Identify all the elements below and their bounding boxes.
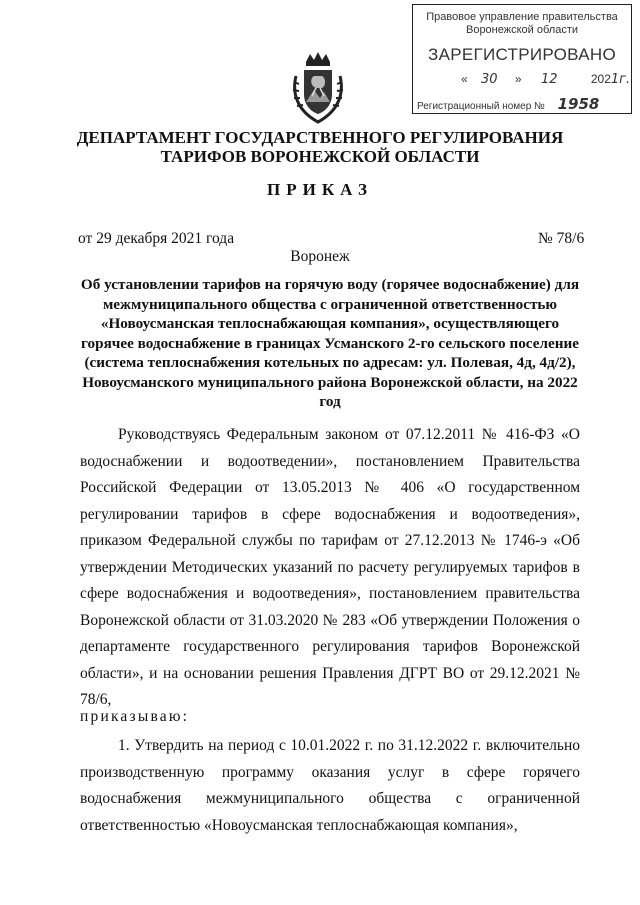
clause-1-paragraph: 1. Утвердить на период с 10.01.2022 г. по 31.12.2022 г. включительно производственную программу оказания услуг в сфере горячего водоснабжения межмуниципального общества с ограниченной ответственностью «Новоусманская теплоснабжающая компания»,	[80, 737, 580, 834]
department-name-line2: ТАРИФОВ ВОРОНЕЖСКОЙ ОБЛАСТИ	[160, 147, 480, 166]
stamp-org-line2: Воронежской области	[465, 24, 578, 36]
stamp-date	[461, 72, 630, 87]
department-name-line1: ДЕПАРТАМЕНТ ГОСУДАРСТВЕННОГО РЕГУЛИРОВАНИЯ	[76, 128, 564, 147]
order-subject: Об установлении тарифов на горячую воду (горячее водоснабжение) для межмуниципального общества с ограниченной ответственностью «Новоусманская теплоснабжающая компания», осуществляющего горячее водоснабжение в границах Усманского 2-го сельского поселение (система теплоснабжения котельных по адресам: ул. Полевая, 4д, 4д/2), Новоусманского муниципального района Воронежской области, на 2022 год	[80, 276, 580, 410]
department-name	[0, 128, 640, 166]
stamp-date-year: 202	[590, 72, 611, 86]
stamp-reg-number	[417, 95, 599, 113]
order-date: от 29 декабря 2021 года	[78, 230, 235, 247]
order-title: ПРИКАЗ	[267, 180, 373, 199]
stamp-org	[413, 11, 631, 37]
stamp-date-open: «	[461, 72, 468, 86]
registration-stamp	[412, 4, 632, 114]
stamp-date-year-hand: 1г.	[610, 72, 631, 87]
stamp-date-day: 30	[481, 72, 498, 87]
stamp-date-close: »	[514, 72, 522, 86]
preamble-paragraph: Руководствуясь Федеральным законом от 07.12.2011 № 416-ФЗ «О водоснабжении и водоотведении», постановлением Правительства Российской Федерации от 13.05.2013 № 406 «О государственном регулировании тарифов в сфере водоснабжения и водоотведения», приказом Федеральной службы по тарифам от 27.12.2013 № 1746-э «Об утверждении Методических указаний по расчету регулируемых тарифов в сфере водоснабжения и водоотведения», постановлением правительства Воронежской области от 31.03.2020 № 283 «Об утверждении Положения о департаменте государственного регулирования тарифов Воронежской области», и на основании решения Правления ДГРТ ВО от 29.12.2021 № 78/6,	[80, 426, 580, 708]
stamp-reg-value: 1958	[557, 95, 600, 113]
order-city: Воронеж	[290, 248, 350, 265]
stamp-reg-label: Регистрационный номер №	[417, 101, 545, 112]
voronezh-coat-of-arms-icon	[288, 52, 348, 126]
stamp-date-month: 12	[540, 72, 558, 87]
decree-word: приказываю:	[80, 708, 190, 725]
order-number: № 78/6	[538, 230, 585, 247]
stamp-org-line1: Правовое управление правительства	[426, 11, 618, 23]
stamp-registered: ЗАРЕГИСТРИРОВАНО	[428, 45, 616, 64]
